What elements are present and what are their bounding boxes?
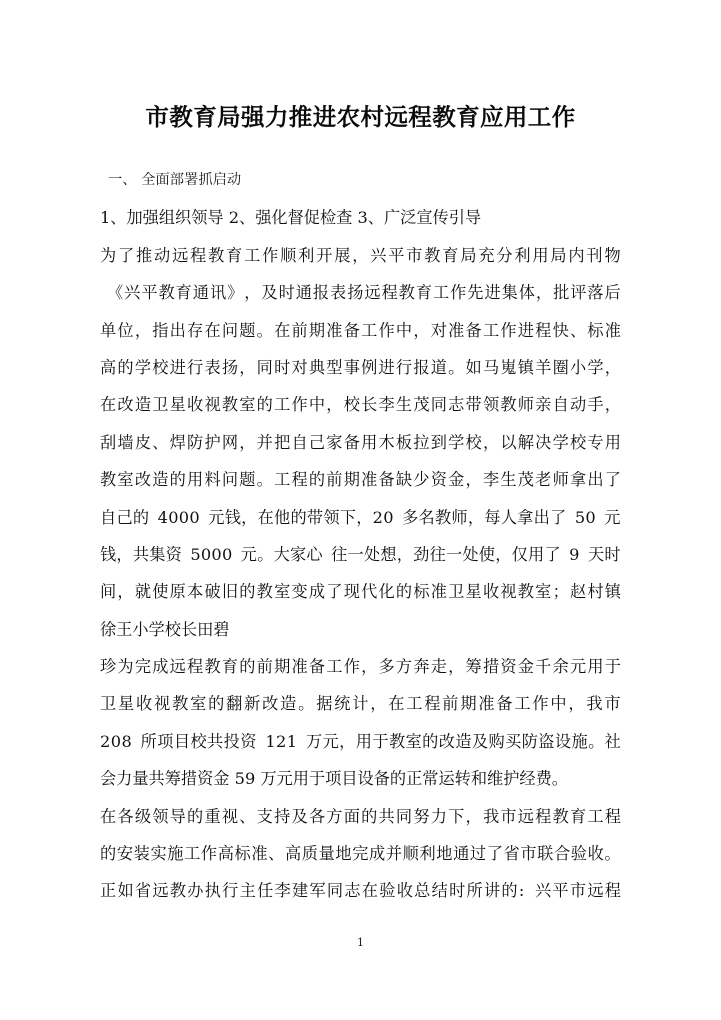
text-line: 钱 ， 共 集 资 5 0 0 0 元 。 大 家 心 往 一 处 想 ， 劲 往 一 处 使 ， 仅 用 了 9 天 时 xyxy=(100,544,621,564)
text-line: 会力量共筹措资金 59 万元用于项目设备的正常运转和维护经费。 xyxy=(100,769,568,789)
text-line: 刮 墙 皮 、 焊 防 护 网 ， 并 把 自 己 家 备 用 木 板 拉 到 学 校 ， 以 解 决 学 校 专 用 xyxy=(100,432,621,452)
text-line: 徐王小学校长田碧 xyxy=(100,619,230,639)
text-line: 在 改 造 卫 星 收 视 教 室 的 工 作 中 ， 校 长 李 生 茂 同 志 带 领 教 师 亲 自 动 手 ， xyxy=(100,395,621,415)
text-line: 珍 为 完 成 远 程 教 育 的 前 期 准 备 工 作 ， 多 方 奔 走 ， 筹 措 资 金 千 余 元 用 于 xyxy=(100,657,621,677)
text-line: 一、 全面部署抓启动 xyxy=(108,172,242,188)
text-line: 2 0 8 所 项 目 校 共 投 资 1 2 1 万 元 ， 用 于 教 室 的 改 造 及 购 买 防 盗 设 施 。 社 xyxy=(100,731,621,751)
document-body xyxy=(100,162,621,910)
text-line: 间 ， 就 使 原 本 破 旧 的 教 室 变 成 了 现 代 化 的 标 准 卫 星 收 视 教 室 ； 赵 村 镇 xyxy=(100,582,621,602)
text-line: 的 安 装 实 施 工 作 高 标 准 、 高 质 量 地 完 成 并 顺 利 地 通 过 了 省 市 联 合 验 收 。 xyxy=(100,844,621,864)
text-line: 正 如 省 远 教 办 执 行 主 任 李 建 军 同 志 在 验 收 总 结 时 所 讲 的 : 兴 平 市 远 程 xyxy=(100,881,621,901)
text-line: 1、加强组织领导 2、强化督促检查 3、广泛宣传引导 xyxy=(100,208,482,228)
page-number: 1 xyxy=(357,936,364,949)
text-line: 卫 星 收 视 教 室 的 翻 新 改 造 。 据 统 计 ， 在 工 程 前 期 准 备 工 作 中 ， 我 市 xyxy=(100,694,621,714)
text-line: 《 兴 平 教 育 通 讯 》 ， 及 时 通 报 表 扬 远 程 教 育 工 作 先 进 集 体 ， 批 评 落 后 xyxy=(107,283,621,303)
text-line: 单 位 ， 指 出 存 在 问 题 。 在 前 期 准 备 工 作 中 ， 对 准 备 工 作 进 程 快 、 标 准 xyxy=(100,320,621,340)
text-line: 教 室 改 造 的 用 料 问 题 。 工 程 的 前 期 准 备 缺 少 资 金 ， 李 生 茂 老 师 拿 出 了 xyxy=(100,470,621,490)
page-title: 市教育局强力推进农村远程教育应用工作 xyxy=(145,102,576,131)
text-line: 在 各 级 领 导 的 重 视 、 支 持 及 各 方 面 的 共 同 努 力 下 ， 我 市 远 程 教 育 工 程 xyxy=(100,806,621,826)
text-line: 自 己 的 4 0 0 0 元 钱 ， 在 他 的 带 领 下 ， 2 0 多 名 教 师 ， 每 人 拿 出 了 5 0 元 xyxy=(100,507,621,527)
text-line: 高 的 学 校 进 行 表 扬 ， 同 时 对 典 型 事 例 进 行 报 道 。 如 马 嵬 镇 羊 圈 小 学 ， xyxy=(100,357,621,377)
text-line: 为 了 推 动 远 程 教 育 工 作 顺 利 开 展 ， 兴 平 市 教 育 局 充 分 利 用 局 内 刊 物 xyxy=(100,245,621,265)
